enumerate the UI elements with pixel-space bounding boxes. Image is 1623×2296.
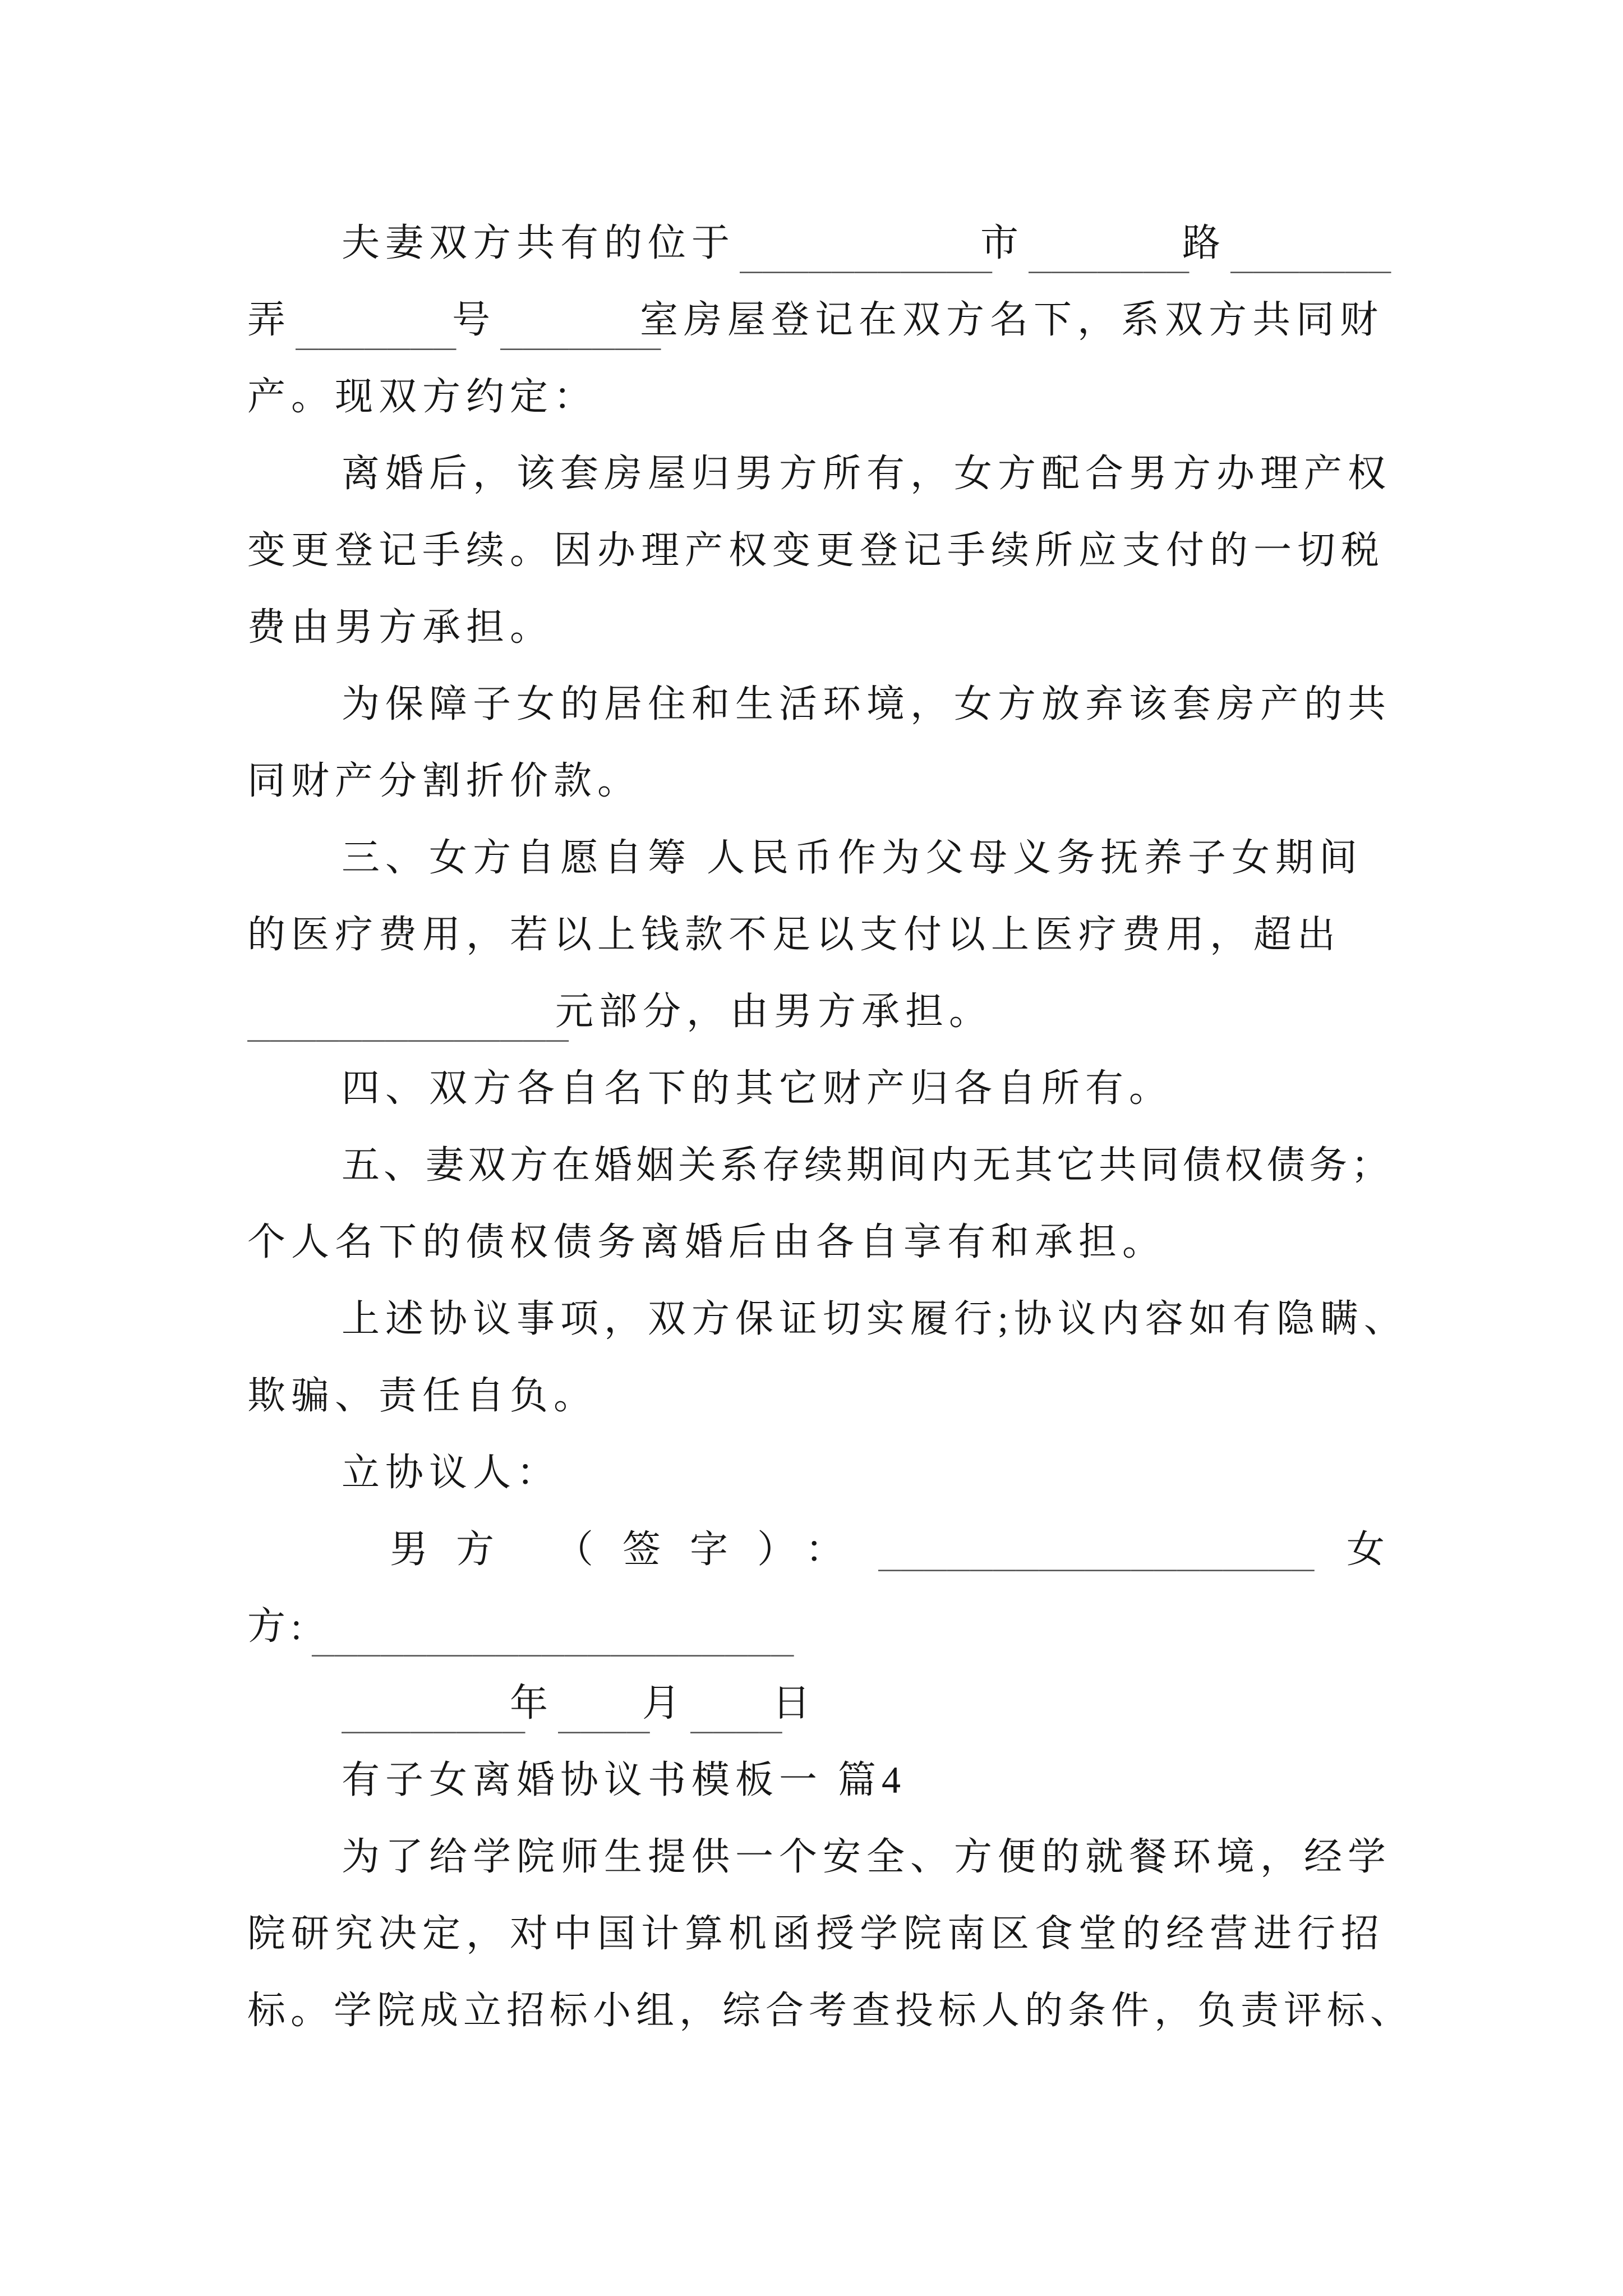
- document-page: [0, 205, 1623, 2049]
- fill-in-blank: _______: [1029, 229, 1189, 274]
- signature-blank: ___________________: [878, 1527, 1315, 1572]
- text-segment: 院研究决定，对中国计算机函授学院南区食堂的经营进行招: [247, 1912, 1385, 1955]
- text-line: [0, 1895, 1623, 1972]
- month-label: 月: [642, 1682, 686, 1724]
- text-segment: 为了给学院师生提供一个安全、方便的就餐环境，经学: [342, 1835, 1392, 1878]
- text-segment: 欺骗、责任自负。: [247, 1374, 598, 1417]
- text-segment: 产。现双方约定：: [247, 375, 598, 418]
- signature-line: [0, 1588, 1623, 1665]
- text-line: [0, 1819, 1623, 1895]
- text-segment: 号: [452, 298, 496, 341]
- text-line: [0, 1434, 1623, 1511]
- text-line: [0, 1358, 1623, 1434]
- text-line: [0, 205, 1623, 282]
- fill-in-blank: _______: [296, 306, 457, 351]
- day-blank: ____: [690, 1689, 782, 1734]
- month-blank: ____: [558, 1689, 650, 1734]
- text-line: [0, 1050, 1623, 1127]
- text-segment: 市: [980, 222, 1025, 264]
- fill-in-blank: _______: [1230, 229, 1391, 274]
- text-line: [0, 666, 1623, 743]
- year-label: 年: [510, 1682, 554, 1724]
- signature-label-husband: 男方: [390, 1528, 523, 1571]
- text-segment: 个人名下的债权债务离婚后由各自享有和承担。: [247, 1221, 1166, 1263]
- text-segment: 三、女方自愿自筹 人民币作为父母义务抚养子女期间: [342, 836, 1363, 879]
- signature-label-sign: （签字）：: [555, 1528, 873, 1571]
- text-line: [0, 435, 1623, 512]
- signature-blank: _____________________: [311, 1612, 794, 1657]
- fill-in-blank: _______: [500, 306, 661, 351]
- text-line: [0, 1204, 1623, 1281]
- text-segment: 元部分，由男方承担。: [555, 990, 993, 1033]
- text-segment: 标。学院成立招标小组，综合考查投标人的条件，负责评标、: [247, 1989, 1414, 2032]
- fill-in-blank: ___________: [740, 229, 993, 274]
- day-label: 日: [772, 1682, 817, 1724]
- text-segment: 离婚后，该套房屋归男方所有，女方配合男方办理产权: [342, 452, 1392, 495]
- fill-in-blank: ______________: [247, 997, 569, 1042]
- text-segment: 费由男方承担。: [247, 606, 554, 648]
- text-line: [0, 820, 1623, 896]
- text-line: [0, 973, 1623, 1050]
- text-segment: 变更登记手续。因办理产权变更登记手续所应支付的一切税: [247, 529, 1385, 572]
- year-blank: ________: [342, 1689, 525, 1734]
- text-segment: 四、双方各自名下的其它财产归各自所有。: [342, 1067, 1173, 1110]
- text-line: [0, 1127, 1623, 1204]
- text-segment: 五、妻双方在婚姻关系存续期间内无其它共同债权债务；: [342, 1144, 1394, 1186]
- signature-label-wife: 方:: [247, 1605, 307, 1648]
- text-segment: 上述协议事项，双方保证切实履行;协议内容如有隐瞒、: [342, 1297, 1408, 1340]
- section-title-text: 有子女离婚协议书模板一 篇4: [342, 1759, 907, 1801]
- text-segment: 路: [1182, 222, 1227, 264]
- date-line: [0, 1665, 1623, 1742]
- text-segment: 立协议人：: [342, 1451, 561, 1494]
- text-line: [0, 282, 1623, 358]
- text-line: [0, 896, 1623, 973]
- text-line: [0, 589, 1623, 666]
- signature-label-wife: 女: [1347, 1528, 1391, 1571]
- text-segment: 为保障子女的居住和生活环境，女方放弃该套房产的共: [342, 683, 1392, 725]
- text-line: [0, 512, 1623, 589]
- text-segment: 同财产分割折价款。: [247, 760, 642, 802]
- text-line: [0, 743, 1623, 820]
- text-line: [0, 1972, 1623, 2049]
- text-segment: 的医疗费用，若以上钱款不足以支付以上医疗费用，超出: [247, 913, 1341, 956]
- text-line: [0, 1281, 1623, 1358]
- section-title: [0, 1742, 1623, 1819]
- signature-line: [0, 1511, 1623, 1588]
- text-segment: 弄: [247, 298, 292, 341]
- text-segment: 夫妻双方共有的位于: [342, 222, 736, 264]
- text-segment: 室房屋登记在双方名下，系双方共同财: [640, 298, 1384, 341]
- text-line: [0, 358, 1623, 435]
